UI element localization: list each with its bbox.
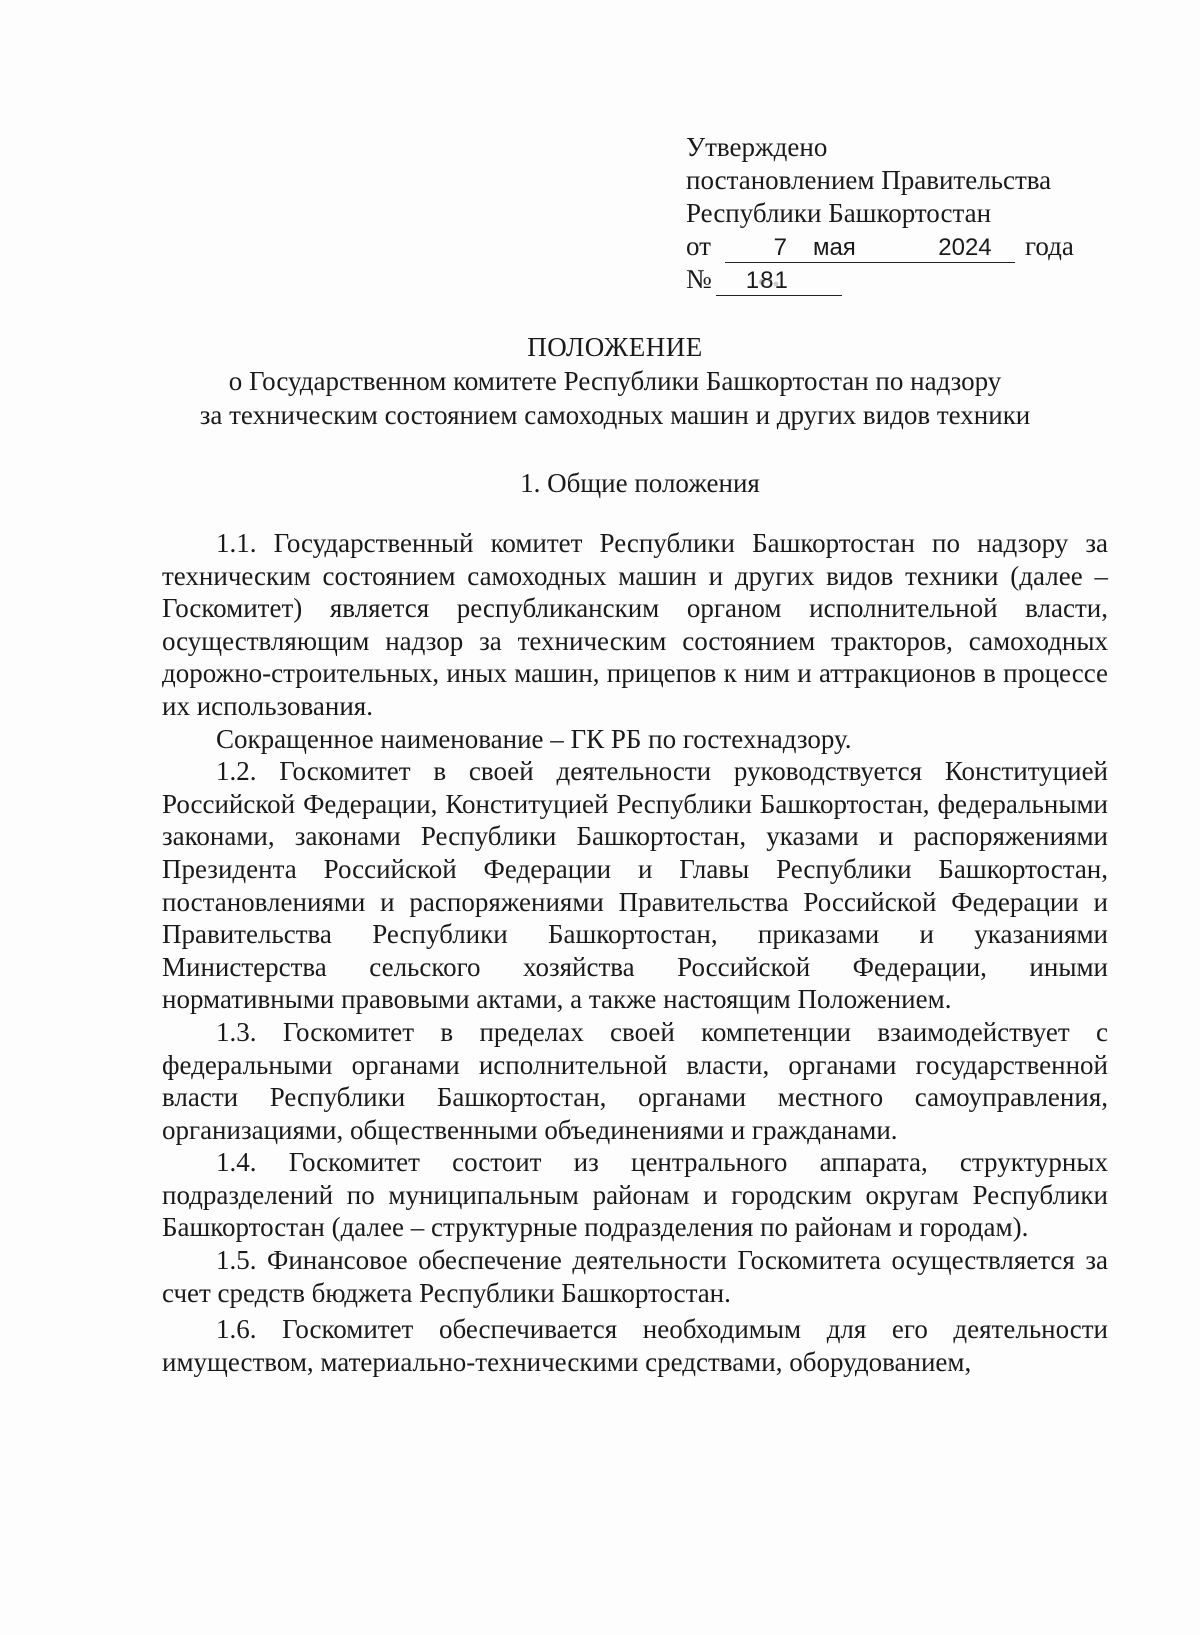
document-title: ПОЛОЖЕНИЕ: [527, 332, 703, 362]
date-prefix: от: [686, 231, 711, 261]
approval-line-3: Республики Башкортостан: [686, 198, 992, 228]
paragraph-short-name: Сокращенное наименование – ГК РБ по гостехнадзору.: [216, 723, 852, 754]
date-day-field: 7: [725, 234, 807, 263]
section-title: 1. Общие положения: [520, 468, 760, 498]
approval-line-2: постановлением Правительства: [686, 165, 1052, 195]
approval-date-line: [686, 230, 1106, 263]
approval-block: [686, 131, 1106, 296]
date-suffix: года: [1024, 231, 1074, 261]
date-month-field: мая: [807, 234, 915, 263]
approval-number-line: [686, 263, 1106, 296]
paragraph-1-3: 1.3. Госкомитет в пределах своей компетенции взаимодействует с федеральными органами исполнительной власти, органами государственной власти Республики Башкортостан, органами местного самоуправления, организациями, общественными объединениями и гражданами.: [162, 1016, 1108, 1145]
paragraph-1-5: 1.5. Финансовое обеспечение деятельности Госкомитета осуществляется за счет средств бюджета Республики Башкортостан.: [162, 1245, 1108, 1308]
document-body: [162, 527, 1108, 1378]
document-subtitle-line-1: о Государственном комитете Республики Башкортостан по надзору: [228, 366, 1002, 396]
approval-line-1: Утверждено: [686, 132, 828, 162]
paragraph-1-4: 1.4. Госкомитет состоит из центрального аппарата, структурных подразделений по муниципальным районам и городским округам Республики Башкортостан (далее – структурные подразделения по районам и городам).: [162, 1147, 1108, 1243]
number-field: 181: [716, 267, 842, 296]
number-prefix: №: [686, 264, 712, 294]
stamp-smudge: [754, 272, 794, 292]
paragraph-1-6: 1.6. Госкомитет обеспечивается необходимым для его деятельности имуществом, материально-техническими средствами, оборудованием,: [162, 1314, 1108, 1377]
date-year-field: 2024: [915, 234, 1015, 263]
paragraph-1-1: 1.1. Государственный комитет Республики Башкортостан по надзору за техническим состоянием самоходных машин и других видов техники (далее – Госкомитет) является республиканским органом исполнительной власти, осуществляющим надзор за техническим состоянием тракторов, самоходных дорожно-строительных, иных машин, прицепов к ним и аттракционов в процессе их использования.: [162, 528, 1108, 721]
paragraph-1-2: 1.2. Госкомитет в своей деятельности руководствуется Конституцией Российской Федерации, Конституцией Республики Башкортостан, федеральными законами, законами Республики Башкортостан, указами и распоряжениями Президента Российской Федерации и Главы Республики Башкортостан, постановлениями и распоряжениями Правительства Российской Федерации и Правительства Республики Башкортостан, приказами и указаниями Министерства сельского хозяйства Российской Федерации, иными нормативными правовыми актами, а также настоящим Положением.: [162, 756, 1108, 1015]
document-subtitle-line-2: за техническим состоянием самоходных машин и других видов техники: [199, 400, 1031, 430]
